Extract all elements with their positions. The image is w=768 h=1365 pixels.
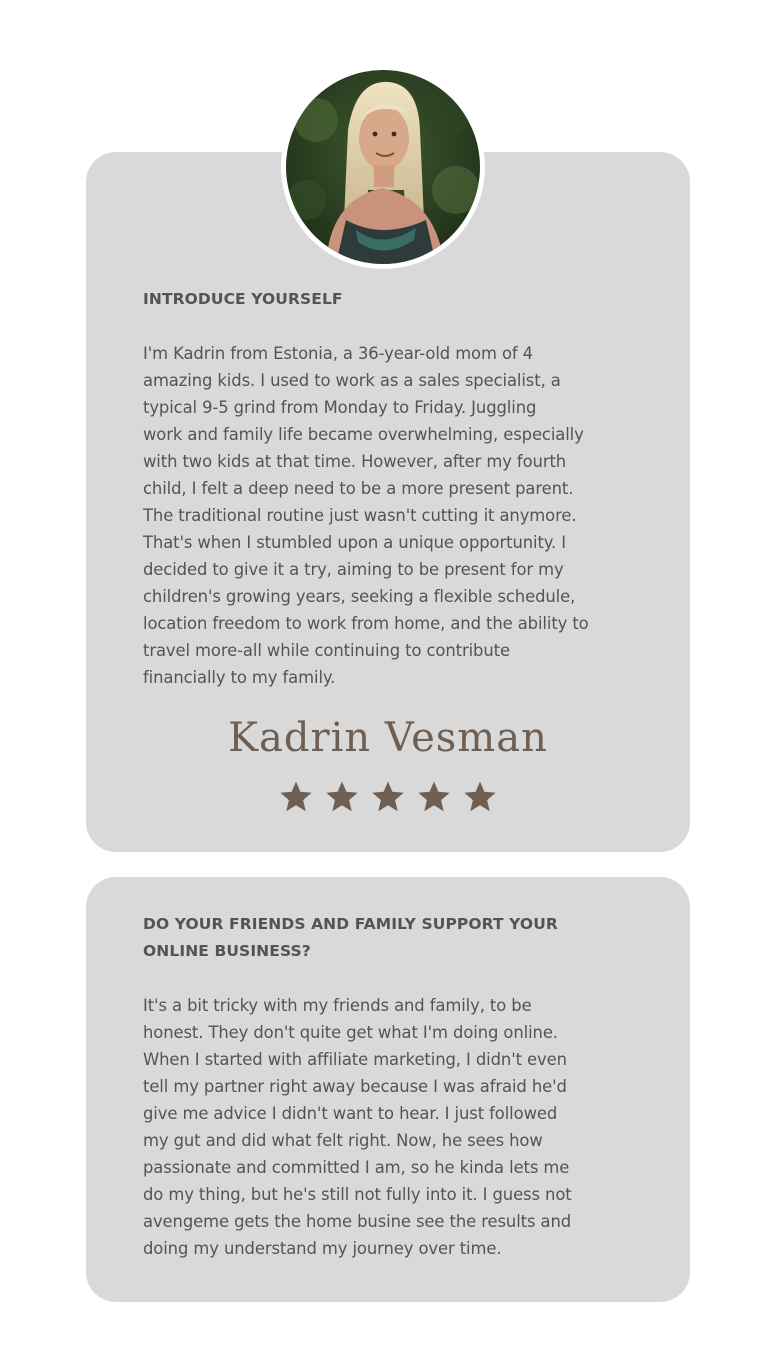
text-line: I'm Kadrin from Estonia, a 36-year-old mom of 4 bbox=[143, 344, 534, 363]
heading-line: ONLINE BUSINESS? bbox=[143, 942, 311, 960]
text-line: do my thing, but he's still not fully into it. I guess not bbox=[143, 1185, 572, 1204]
section-heading bbox=[143, 911, 633, 965]
star-rating bbox=[86, 780, 690, 814]
text-line: decided to give it a try, aiming to be present for my bbox=[143, 560, 564, 579]
text-line: financially to my family. bbox=[143, 668, 336, 687]
text-line: children's growing years, seeking a flexible schedule, bbox=[143, 587, 576, 606]
text-line: work and family life became overwhelming, especially bbox=[143, 425, 584, 444]
text-line: typical 9-5 grind from Monday to Friday. Juggling bbox=[143, 398, 537, 417]
star-icon bbox=[279, 780, 313, 814]
section-heading: INTRODUCE YOURSELF bbox=[143, 290, 343, 308]
star-icon bbox=[463, 780, 497, 814]
text-line: give me advice I didn't want to hear. I just followed bbox=[143, 1104, 558, 1123]
heading-line: DO YOUR FRIENDS AND FAMILY SUPPORT YOUR bbox=[143, 915, 558, 933]
support-paragraph bbox=[143, 992, 643, 1262]
text-line: location freedom to work from home, and the ability to bbox=[143, 614, 589, 633]
text-line: passionate and committed I am, so he kinda lets me bbox=[143, 1158, 570, 1177]
intro-paragraph bbox=[143, 340, 643, 691]
star-icon bbox=[325, 780, 359, 814]
star-icon bbox=[371, 780, 405, 814]
text-line: The traditional routine just wasn't cutting it anymore. bbox=[143, 506, 577, 525]
text-line: honest. They don't quite get what I'm doing online. bbox=[143, 1023, 558, 1042]
star-icon bbox=[417, 780, 451, 814]
testimonial-card-support bbox=[86, 877, 690, 1302]
text-line: doing my understand my journey over time. bbox=[143, 1239, 502, 1258]
text-line: avengeme gets the home busine see the results and bbox=[143, 1212, 572, 1231]
signature-name: Kadrin Vesman bbox=[228, 715, 548, 761]
text-line: my gut and did what felt right. Now, he sees how bbox=[143, 1131, 543, 1150]
portrait-photo-icon bbox=[286, 70, 480, 264]
text-line: travel more-all while continuing to contribute bbox=[143, 641, 510, 660]
text-line: child, I felt a deep need to be a more present parent. bbox=[143, 479, 574, 498]
text-line: That's when I stumbled upon a unique opportunity. I bbox=[143, 533, 567, 552]
text-line: with two kids at that time. However, after my fourth bbox=[143, 452, 567, 471]
avatar bbox=[281, 65, 485, 269]
text-line: When I started with affiliate marketing, I didn't even bbox=[143, 1050, 567, 1069]
text-line: amazing kids. I used to work as a sales specialist, a bbox=[143, 371, 561, 390]
text-line: tell my partner right away because I was afraid he'd bbox=[143, 1077, 567, 1096]
text-line: It's a bit tricky with my friends and family, to be bbox=[143, 996, 532, 1015]
